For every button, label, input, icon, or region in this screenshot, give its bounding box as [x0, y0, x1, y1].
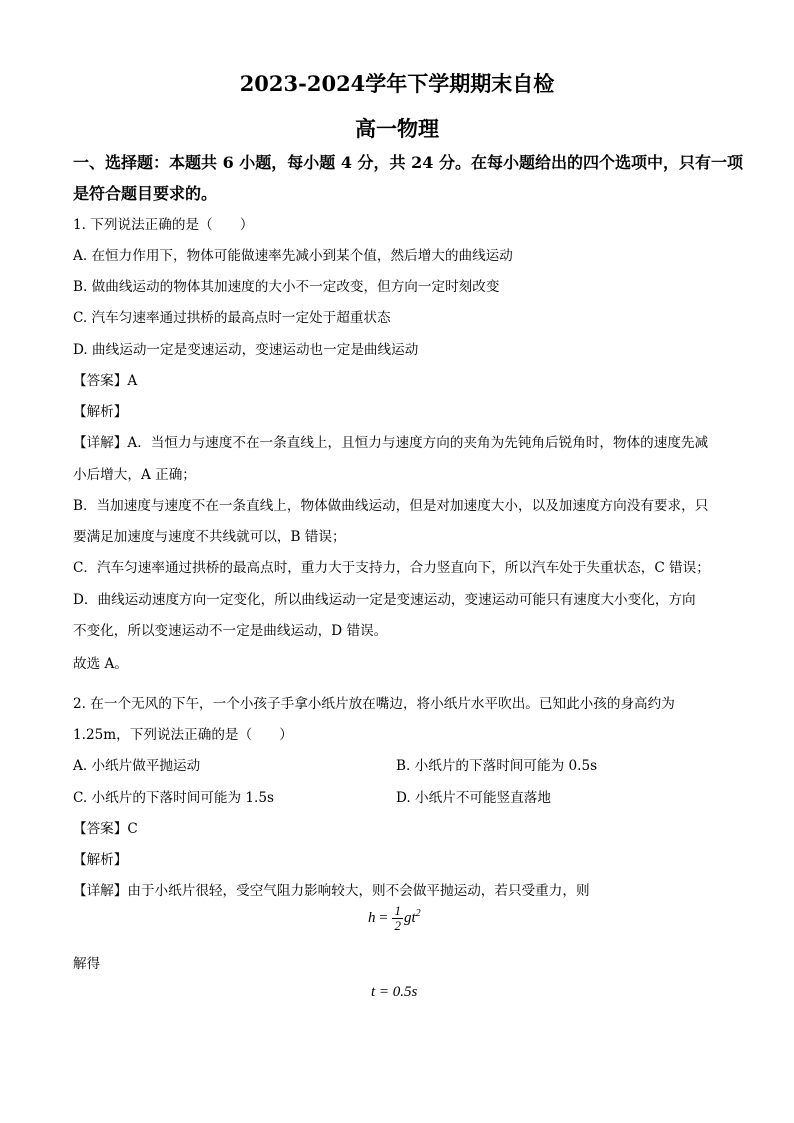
q2-option-d: D. 小纸片不可能竖直落地 [396, 790, 551, 806]
q1-detail-line: C．汽车匀速率通过拱桥的最高点时，重力大于支持力，合力竖直向下，所以汽车处于失重状态，C 错误； [73, 560, 710, 576]
q1-option-c: C. 汽车匀速率通过拱桥的最高点时一定处于超重状态 [73, 310, 391, 326]
eq-exponent: 2 [415, 907, 421, 919]
q1-detail-line: 【详解】A．当恒力与速度不在一条直线上，且恒力与速度方向的夹角为先钝角后锐角时，物体的速度先减 [73, 435, 709, 451]
q2-option-a: A. 小纸片做平抛运动 [73, 758, 201, 774]
q2-stem-cont: 1.25m，下列说法正确的是（ ） [73, 727, 293, 743]
q2-option-b: B. 小纸片的下落时间可能为 0.5s [396, 758, 598, 774]
q2-stem: 2. 在一个无风的下午，一个小孩子手拿小纸片放在嘴边，将小纸片水平吹出。已知此小孩的身高约为 [73, 696, 675, 712]
q1-option-b: B. 做曲线运动的物体其加速度的大小不一定改变，但方向一定时刻改变 [73, 279, 500, 295]
eq-equals: = [379, 909, 388, 926]
q2-option-c: C. 小纸片的下落时间可能为 1.5s [73, 790, 275, 806]
eq-denominator: 2 [394, 918, 401, 933]
q1-answer: 【答案】A [73, 373, 138, 389]
section-heading: 一、选择题：本题共 6 小题，每小题 4 分，共 24 分。在每小题给出的四个选项中，只有一项 [73, 153, 743, 172]
q2-detail: 【详解】由于小纸片很轻，受空气阻力影响较大，则不会做平抛运动，若只受重力，则 [73, 883, 590, 899]
eq-numerator: 1 [394, 903, 401, 918]
q1-choice: 故选 A。 [73, 656, 128, 672]
q1-stem: 1. 下列说法正确的是（ ） [73, 217, 254, 233]
eq-lhs: h [368, 909, 376, 926]
q2-analysis-label: 【解析】 [73, 852, 128, 868]
q1-detail-line: D．曲线运动速度方向一定变化，所以曲线运动一定是变速运动，变速运动可能只有速度大小变化，方向 [73, 592, 696, 608]
q1-detail-line: 小后增大，A 正确； [73, 467, 196, 483]
q1-detail-line: 不变化，所以变速运动不一定是曲线运动，D 错误。 [73, 623, 388, 639]
eq-fraction [392, 904, 403, 933]
page-title: 2023-2024学年下学期期末自检 [239, 71, 555, 96]
eq-rhs: gt [403, 909, 416, 926]
q2-answer: 【答案】C [73, 821, 138, 837]
section-heading-cont: 是符合题目要求的。 [73, 184, 218, 203]
solve-label: 解得 [73, 956, 101, 972]
q1-detail-line: B．当加速度与速度不在一条直线上，物体做曲线运动，但是对加速度大小，以及加速度方向没有要求，只 [73, 498, 709, 514]
q1-option-a: A. 在恒力作用下，物体可能做速率先减小到某个值，然后增大的曲线运动 [73, 248, 513, 264]
q1-analysis-label: 【解析】 [73, 404, 128, 420]
equation-time: t = 0.5s [371, 984, 418, 1000]
equation-freefall [368, 904, 421, 933]
q1-detail-line: 要满足加速度与速度不共线就可以，B 错误； [73, 529, 346, 545]
subject-title: 高一物理 [355, 116, 439, 141]
q1-option-d: D. 曲线运动一定是变速运动，变速运动也一定是曲线运动 [73, 342, 419, 358]
